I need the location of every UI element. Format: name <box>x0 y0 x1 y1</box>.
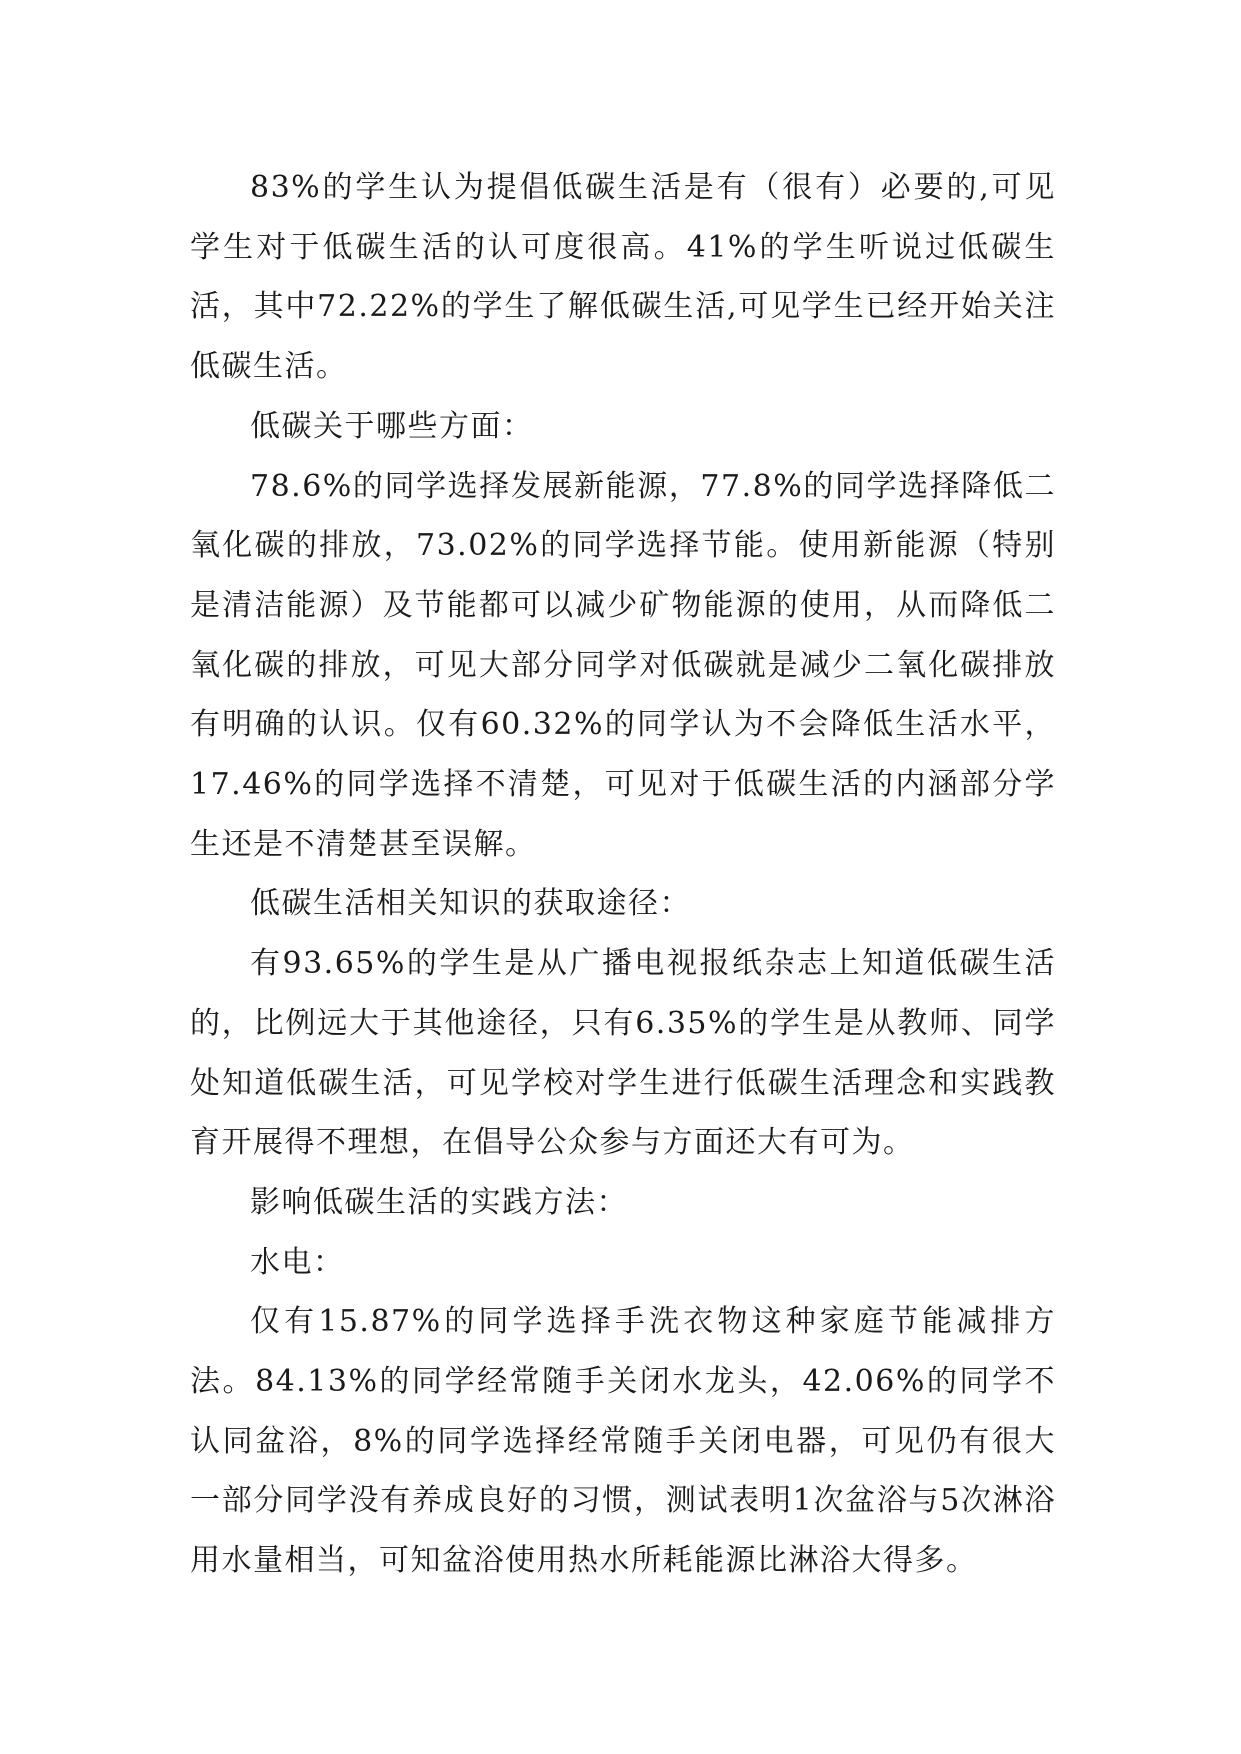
heading-knowledge-sources: 低碳生活相关知识的获取途径： <box>250 886 691 922</box>
heading-water-electricity: 水电： <box>250 1244 345 1280</box>
paragraph-intro-necessity: 83%的学生认为提倡低碳生活是有（很有）必要的,可见学生对于低碳生活的认可度很高。41%的学生听说过低碳生活，其中72.22%的学生了解低碳生活,可见学生已经开始关注低碳生活。 <box>190 170 1056 385</box>
heading-low-carbon-aspects: 低碳关于哪些方面： <box>250 408 534 444</box>
paragraph-media-sources: 有93.65%的学生是从广播电视报纸杂志上知道低碳生活的，比例远大于其他途径，只有6.35%的学生是从教师、同学处知道低碳生活，可见学校对学生进行低碳生活理念和实践教育开展得不理想，在倡导公众参与方面还大有可为。 <box>190 946 1056 1161</box>
paragraph-new-energy: 78.6%的同学选择发展新能源，77.8%的同学选择降低二氧化碳的排放，73.02%的同学选择节能。使用新能源（特别是清洁能源）及节能都可以减少矿物能源的使用，从而降低二氧化碳的排放，可见大部分同学对低碳就是减少二氧化碳排放有明确的认识。仅有60.32%的同学认为不会降低生活水平，17.46%的同学选择不清楚，可见对于低碳生活的内涵部分学生还是不清楚甚至误解。 <box>190 468 1056 862</box>
heading-practice-methods: 影响低碳生活的实践方法： <box>250 1184 628 1220</box>
document-body <box>190 158 1056 1591</box>
paragraph-water-usage: 仅有15.87%的同学选择手洗衣物这种家庭节能减排方法。84.13%的同学经常随手关闭水龙头，42.06%的同学不认同盆浴，8%的同学选择经常随手关闭电器，可见仍有很大一部分同学没有养成良好的习惯，测试表明1次盆浴与5次淋浴用水量相当，可知盆浴使用热水所耗能源比淋浴大得多。 <box>190 1304 1056 1579</box>
